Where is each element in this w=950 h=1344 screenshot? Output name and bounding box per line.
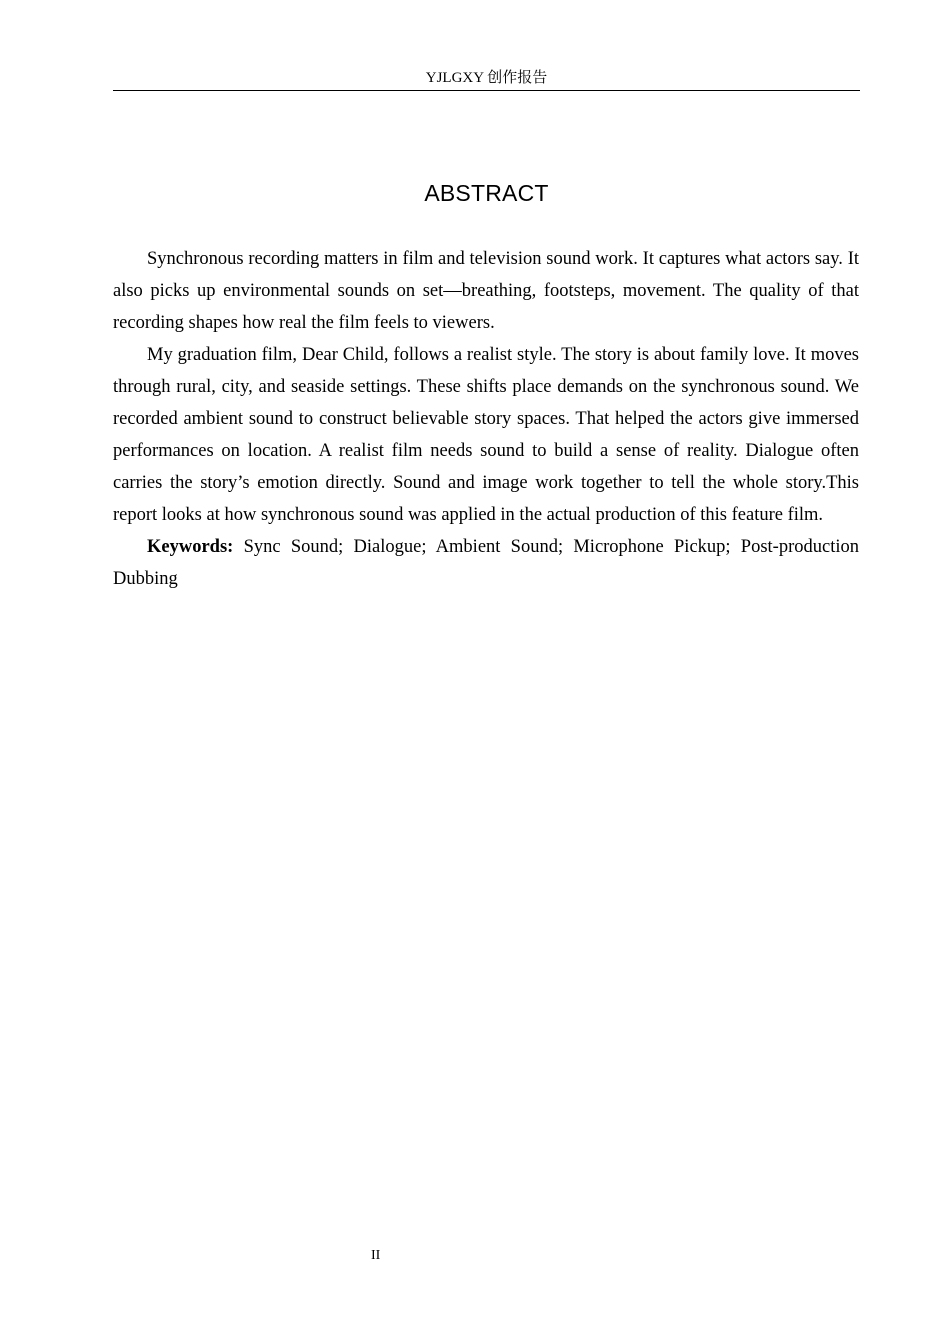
abstract-title: ABSTRACT: [424, 180, 549, 206]
keywords-label: Keywords:: [147, 537, 234, 557]
header-text: YJLGXY 创作报告: [425, 70, 548, 86]
abstract-body: [113, 243, 859, 595]
keywords-text: Sync Sound; Dialogue; Ambient Sound; Microphone Pickup; Post-production Dubbing: [113, 537, 859, 589]
abstract-paragraph-2: My graduation film, Dear Child, follows a realist style. The story is about family love. It moves through rural, city, and seaside settings. These shifts place demands on the synchronous sound. We recorded ambient sound to construct believable story spaces. That helped the actors give immersed performances on location. A realist film needs sound to build a sense of reality. Dialogue often carries the story’s emotion directly. Sound and image work together to tell the whole story.This report looks at how synchronous sound was applied in the actual production of this feature film.: [113, 345, 859, 525]
page-number: II: [371, 1248, 381, 1263]
abstract-paragraph-1: Synchronous recording matters in film and television sound work. It captures what actors say. It also picks up environmental sounds on set—breathing, footsteps, movement. The quality of that recording shapes how real the film feels to viewers.: [113, 249, 859, 333]
page-header: [113, 68, 860, 91]
keywords-line: [113, 531, 859, 595]
